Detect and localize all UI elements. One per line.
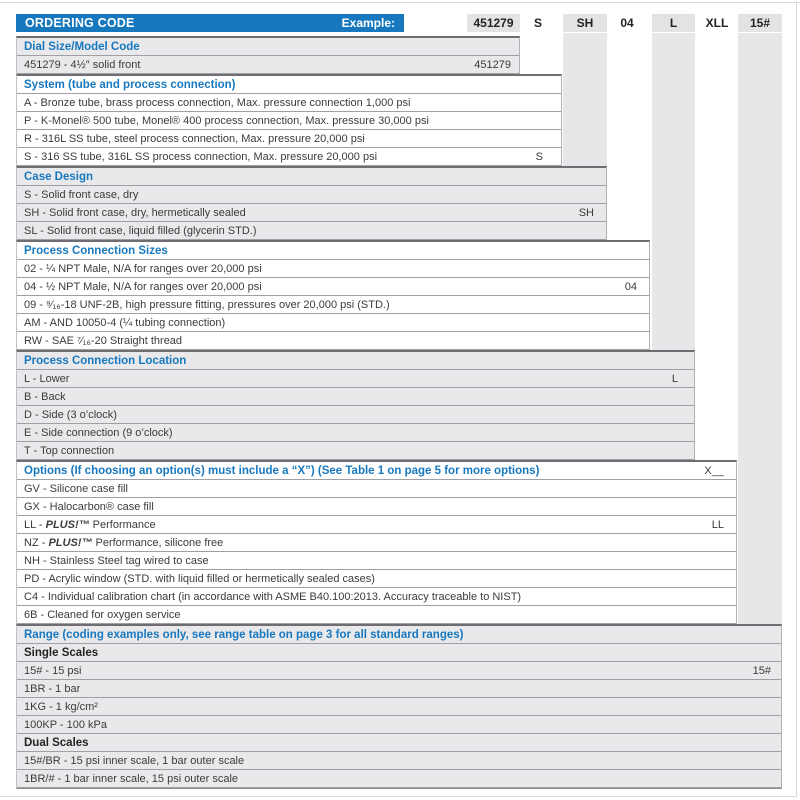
- table-row: [17, 606, 736, 624]
- table-row: [17, 424, 694, 442]
- row-value: 15#: [752, 664, 771, 677]
- row-label: PD - Acrylic window (STD. with liquid filled or hermetically sealed cases): [24, 572, 375, 585]
- row-label: P - K-Monel® 500 tube, Monel® 400 process connection, Max. pressure 30,000 psi: [24, 114, 429, 127]
- row-label: S - 316 SS tube, 316L SS process connection, Max. pressure 20,000 psi: [24, 150, 378, 163]
- section-header: [17, 462, 736, 480]
- table-row: [17, 186, 606, 204]
- row-label: E - Side connection (9 o’clock): [24, 426, 173, 439]
- row-label: T - Top connection: [24, 444, 115, 457]
- table-row: [17, 94, 561, 112]
- row-label: AM - AND 10050-4 (¼ tubing connection): [24, 316, 226, 329]
- row-label: 09 - ⁹⁄₁₆-18 UNF-2B, high pressure fitting, pressures over 20,000 psi (STD.): [24, 298, 390, 311]
- table-row: [17, 370, 694, 388]
- section-header: [17, 168, 606, 186]
- row-value: S: [535, 150, 543, 163]
- example-code-options: XLL: [705, 16, 729, 30]
- row-label: 1KG - 1 kg/cm²: [24, 700, 98, 713]
- page-title: ORDERING CODE: [25, 16, 135, 30]
- section-title: Process Connection Location: [24, 354, 187, 367]
- subsection-title: Dual Scales: [24, 736, 89, 749]
- table-row: [17, 112, 561, 130]
- example-code-location: L: [652, 14, 695, 32]
- row-label: 100KP - 100 kPa: [24, 718, 107, 731]
- row-label: [24, 519, 156, 531]
- table-row: [17, 442, 694, 460]
- subsection-header-dual-scales: [17, 734, 781, 752]
- row-label: C4 - Individual calibration chart (in accordance with ASME B40.100:2013. Accuracy traceable to NIST): [24, 590, 522, 603]
- page-top-edge: [0, 2, 800, 3]
- section-connection-sizes: [16, 240, 650, 350]
- example-code-case: SH: [563, 14, 607, 32]
- ordering-code-header-bar: [16, 14, 404, 32]
- table-row: [17, 498, 736, 516]
- row-label: L - Lower: [24, 372, 70, 385]
- row-value: SH: [578, 206, 594, 219]
- row-label: 6B - Cleaned for oxygen service: [24, 608, 181, 621]
- example-code-model: 451279: [467, 14, 520, 32]
- table-row: [17, 130, 561, 148]
- row-label: [24, 537, 223, 549]
- table-row: [17, 260, 649, 278]
- row-label: 04 - ½ NPT Male, N/A for ranges over 20,000 psi: [24, 280, 262, 293]
- table-row: [17, 480, 736, 498]
- row-label-plus-mark: PLUS!™: [45, 518, 90, 531]
- row-label-prefix: LL -: [24, 518, 46, 531]
- row-label-plus-mark: PLUS!™: [48, 536, 93, 549]
- row-label: 02 - ¼ NPT Male, N/A for ranges over 20,000 psi: [24, 262, 262, 275]
- page-bottom-edge: [0, 796, 797, 797]
- section-connection-location: [16, 350, 695, 460]
- row-value: L: [671, 372, 678, 385]
- table-row: [17, 752, 781, 770]
- section-title: Dial Size/Model Code: [24, 40, 140, 53]
- row-label: D - Side (3 o’clock): [24, 408, 117, 421]
- row-label: 1BR - 1 bar: [24, 682, 81, 695]
- row-label: S - Solid front case, dry: [24, 188, 139, 201]
- table-row: [17, 680, 781, 698]
- section-case-design: [16, 166, 607, 240]
- example-code-range: 15#: [738, 14, 782, 32]
- table-row: [17, 516, 736, 534]
- section-header: [17, 626, 781, 644]
- section-header: [17, 352, 694, 370]
- section-title: Options (If choosing an option(s) must include a “X”) (See Table 1 on page 5 for more options): [24, 464, 540, 477]
- table-row: [17, 332, 649, 350]
- table-row: [17, 406, 694, 424]
- example-code-system: S: [533, 16, 542, 30]
- section-title: Range (coding examples only, see range table on page 3 for all standard ranges): [24, 628, 464, 641]
- row-label: GV - Silicone case fill: [24, 482, 128, 495]
- table-row: [17, 388, 694, 406]
- row-label: 15# - 15 psi: [24, 664, 82, 677]
- example-label: Example:: [341, 16, 395, 30]
- section-system: [16, 74, 562, 166]
- section-header: [17, 242, 649, 260]
- section-dial-size: [16, 36, 520, 74]
- row-label: B - Back: [24, 390, 66, 403]
- table-row: [17, 534, 736, 552]
- row-label: 451279 - 4½″ solid front: [24, 58, 141, 71]
- section-title: Process Connection Sizes: [24, 244, 168, 257]
- row-label: SL - Solid front case, liquid filled (glycerin STD.): [24, 224, 257, 237]
- row-label: RW - SAE ⁷⁄₁₆-20 Straight thread: [24, 334, 183, 347]
- row-label: NH - Stainless Steel tag wired to case: [24, 554, 209, 567]
- table-row: [17, 570, 736, 588]
- section-title: Case Design: [24, 170, 94, 183]
- section-header: [17, 76, 561, 94]
- row-value: 04: [624, 280, 637, 293]
- table-row: [17, 222, 606, 240]
- table-row: [17, 56, 519, 74]
- row-label: SH - Solid front case, dry, hermetically sealed: [24, 206, 246, 219]
- table-row: [17, 552, 736, 570]
- subsection-header-single-scales: [17, 644, 781, 662]
- table-row: [17, 770, 781, 788]
- row-label: 15#/BR - 15 psi inner scale, 1 bar outer scale: [24, 754, 245, 767]
- example-code-size: 04: [620, 16, 634, 30]
- row-label: GX - Halocarbon® case fill: [24, 500, 154, 513]
- table-row: [17, 204, 606, 222]
- table-row: [17, 588, 736, 606]
- section-header: [17, 38, 519, 56]
- ordering-code-table: [16, 36, 782, 789]
- table-row: [17, 148, 561, 166]
- table-row: [17, 278, 649, 296]
- row-label-suffix: Performance: [89, 518, 156, 531]
- section-header-value: X__: [704, 464, 724, 477]
- section-title: System (tube and process connection): [24, 78, 236, 91]
- page-right-edge: [796, 2, 797, 796]
- row-value: LL: [711, 518, 724, 531]
- section-options: [16, 460, 737, 624]
- row-value: 451279: [474, 58, 511, 71]
- table-row: [17, 716, 781, 734]
- table-row: [17, 662, 781, 680]
- row-label: A - Bronze tube, brass process connection, Max. pressure connection 1,000 psi: [24, 96, 411, 109]
- table-row: [17, 296, 649, 314]
- table-row: [17, 698, 781, 716]
- row-label: 1BR/# - 1 bar inner scale, 15 psi outer scale: [24, 772, 239, 785]
- row-label-prefix: NZ -: [24, 536, 49, 549]
- section-range: [16, 624, 782, 789]
- table-row: [17, 314, 649, 332]
- row-label-suffix: Performance, silicone free: [92, 536, 224, 549]
- row-label: R - 316L SS tube, steel process connection, Max. pressure 20,000 psi: [24, 132, 365, 145]
- subsection-title: Single Scales: [24, 646, 99, 659]
